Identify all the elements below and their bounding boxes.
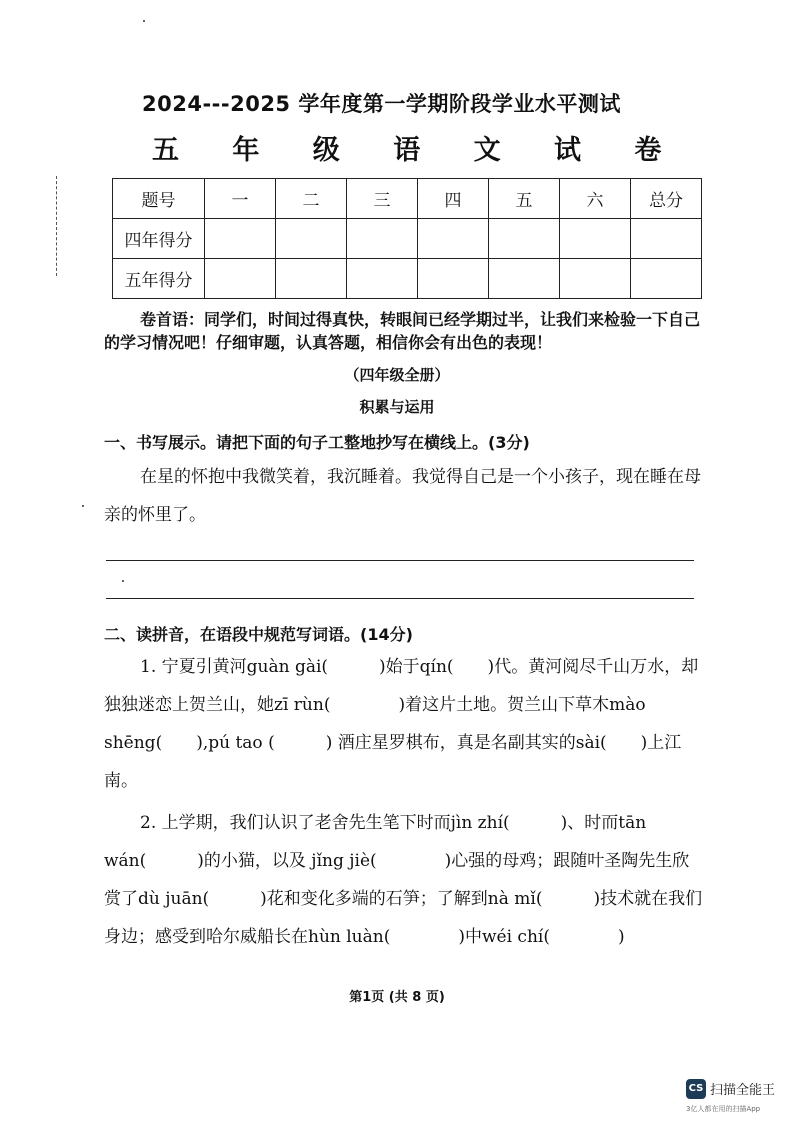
- score-cell: [205, 259, 276, 299]
- score-table: [112, 178, 702, 299]
- score-cell: [347, 259, 418, 299]
- score-header-cell: 五: [489, 179, 560, 219]
- score-cell: [560, 219, 631, 259]
- score-cell: [631, 219, 702, 259]
- question-1-passage: [104, 458, 704, 534]
- question-2-paragraph-2: [104, 804, 704, 956]
- score-header-cell: 六: [560, 179, 631, 219]
- score-cell: [418, 259, 489, 299]
- question-2-paragraph-1: [104, 648, 704, 800]
- score-table-header-row: [113, 179, 702, 219]
- score-row-label: 五年得分: [113, 259, 205, 299]
- exam-title: 2024---2025 学年度第一学期阶段学业水平测试: [142, 92, 621, 116]
- score-header-cell: 总分: [631, 179, 702, 219]
- binding-margin-line: [56, 176, 57, 276]
- scanner-logo-icon: CS: [686, 1079, 706, 1099]
- score-cell: [489, 259, 560, 299]
- page-footer: 第1页 (共 8 页): [349, 990, 445, 1005]
- question-2-p1-text: 1. 宁夏引黄河guàn gài( )始于qín( )代。黄河阅尽千山万水，却独独迷恋上贺兰山，她zī rùn( )着这片土地。贺兰山下草木mào shēng( ),pú tao ( ) 酒庄星罗棋布，真是名副其实的sài( )上江南。: [104, 657, 699, 791]
- score-cell: [276, 259, 347, 299]
- score-header-cell: 二: [276, 179, 347, 219]
- scan-speck: [143, 20, 145, 22]
- score-table-row: [113, 259, 702, 299]
- score-cell: [418, 219, 489, 259]
- scanner-tagline: 3亿人都在用的扫描App: [686, 1105, 761, 1113]
- scan-speck: [82, 505, 84, 507]
- scanner-app-name: 扫描全能王: [710, 1083, 776, 1098]
- score-header-cell: 题号: [113, 179, 205, 219]
- question-1-title: 一、书写展示。请把下面的句子工整地抄写在横线上。(3分): [104, 433, 530, 452]
- preface-content: 卷首语：同学们，时间过得真快，转眼间已经学期过半，让我们来检验一下自己的学习情况吧！仔细审题，认真答题，相信你会有出色的表现！: [104, 310, 701, 352]
- score-cell: [205, 219, 276, 259]
- question-2-title: 二、读拼音，在语段中规范写词语。(14分): [104, 625, 413, 644]
- score-cell: [276, 219, 347, 259]
- score-table-row: [113, 219, 702, 259]
- answer-line: [106, 598, 694, 599]
- answer-line: [106, 560, 694, 561]
- preface-text: [104, 308, 704, 354]
- score-cell: [631, 259, 702, 299]
- score-row-label: 四年得分: [113, 219, 205, 259]
- question-2-p2-text: 2. 上学期，我们认识了老舍先生笔下时而jìn zhí( )、时而tān wán( )的小猫，以及 jǐng jiè( )心强的母鸡；跟随叶圣陶先生欣赏了dù juān( )花和变化多端的石笋；了解到nà mǐ( )技术就在我们身边；感受到哈尔威船长在hùn luàn( )中wéi chí( ): [104, 813, 703, 947]
- question-1-text: 在星的怀抱中我微笑着，我沉睡着。我觉得自己是一个小孩子，现在睡在母亲的怀里了。: [104, 467, 701, 525]
- score-cell: [560, 259, 631, 299]
- score-header-cell: 一: [205, 179, 276, 219]
- score-cell: [347, 219, 418, 259]
- part-title: 积累与运用: [359, 398, 435, 416]
- score-header-cell: 三: [347, 179, 418, 219]
- score-cell: [489, 219, 560, 259]
- scope-label: （四年级全册）: [344, 366, 450, 384]
- scan-speck: [122, 580, 124, 582]
- score-header-cell: 四: [418, 179, 489, 219]
- exam-subtitle: 五 年 级 语 文 试 卷: [152, 135, 684, 166]
